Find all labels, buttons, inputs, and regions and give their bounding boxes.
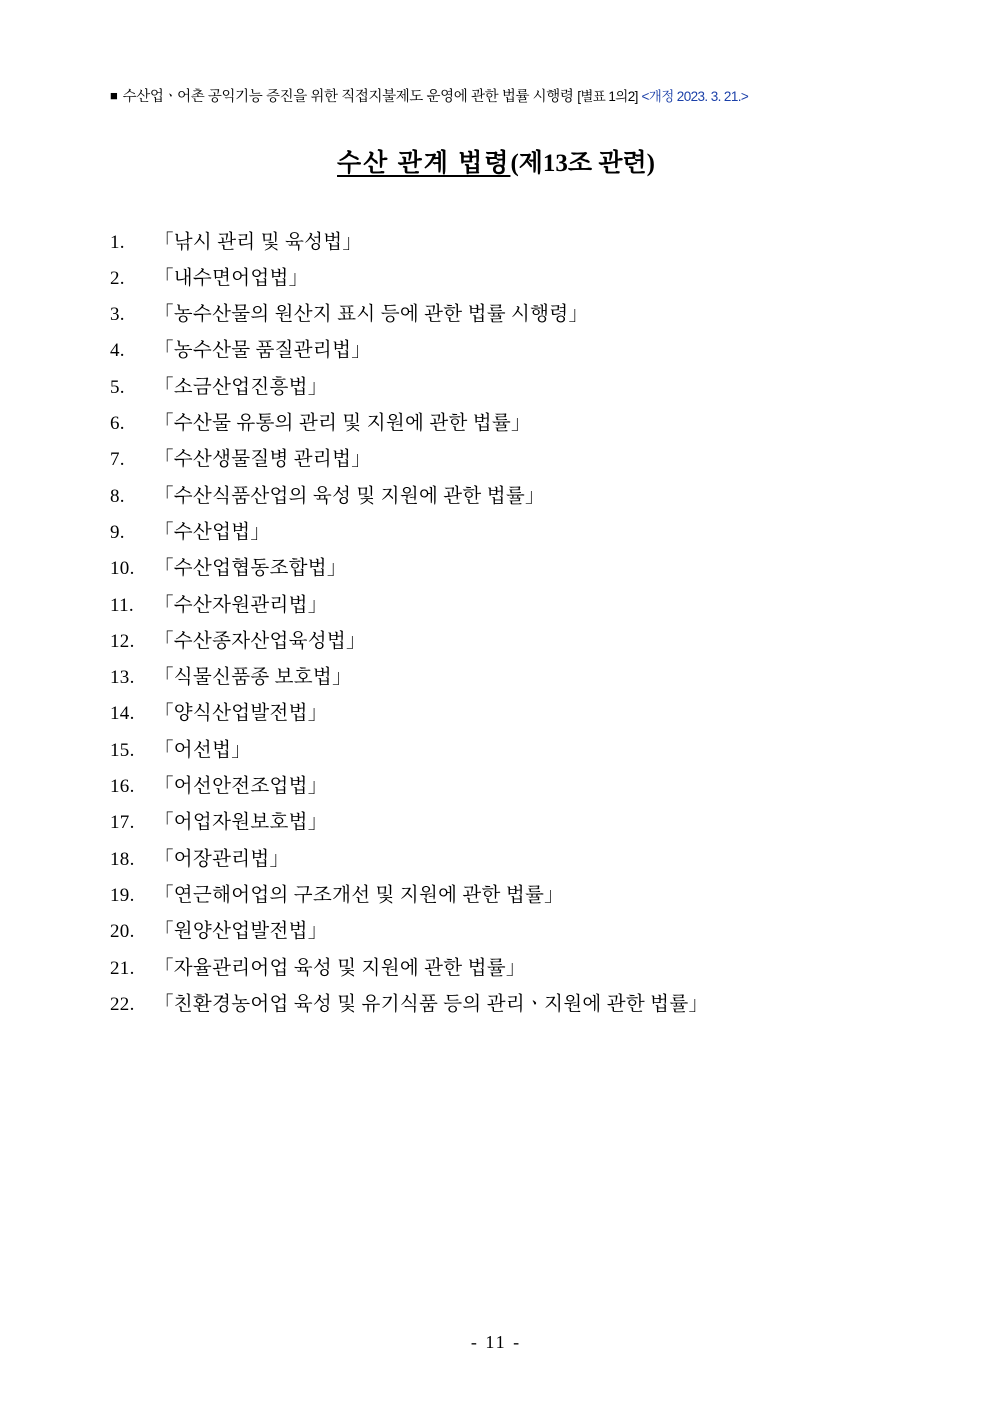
list-item-label: 「어장관리법」 (154, 848, 290, 870)
list-item-number: 4. (110, 340, 125, 362)
list-item-number: 22. (110, 993, 135, 1015)
list-item-label: 「원양산업발전법」 (154, 921, 328, 943)
list-item-label: 「소금산업진흥법」 (154, 376, 328, 398)
page-title-reference: (제13조 관련) (510, 149, 655, 177)
list-item-label: 「식물신품종 보호법」 (154, 667, 352, 689)
list-item-number: 11. (110, 594, 134, 616)
list-item (110, 805, 882, 841)
list-item-number: 7. (110, 449, 125, 471)
list-item (110, 442, 882, 478)
list-item-number: 20. (110, 921, 135, 943)
list-item-label: 「수산업협동조합법」 (154, 558, 347, 580)
list-item-number: 16. (110, 776, 135, 798)
list-item-label: 「친환경농어업 육성 및 유기식품 등의 관리ㆍ지원에 관한 법률」 (154, 993, 709, 1015)
list-item (110, 588, 882, 624)
list-item (110, 261, 882, 297)
list-item-number: 2. (110, 267, 125, 289)
list-item (110, 769, 882, 805)
list-item (110, 696, 882, 732)
list-item (110, 951, 882, 987)
list-item (110, 733, 882, 769)
list-item (110, 987, 882, 1023)
list-item-number: 8. (110, 485, 125, 507)
list-item-number: 5. (110, 376, 125, 398)
header-law-name: 수산업ㆍ어촌 공익기능 증진을 위한 직접지불제도 운영에 관한 법률 시행령 (122, 89, 574, 105)
list-item-number: 3. (110, 304, 125, 326)
list-item (110, 225, 882, 261)
law-list (110, 225, 882, 1024)
list-item-label: 「어선법」 (154, 739, 252, 761)
list-item (110, 624, 882, 660)
list-item-number: 15. (110, 739, 135, 761)
list-item-label: 「어선안전조업법」 (154, 776, 328, 798)
list-item-label: 「낚시 관리 및 육성법」 (154, 231, 363, 253)
list-item-number: 9. (110, 521, 125, 543)
list-item-number: 1. (110, 231, 125, 253)
list-item-label: 「수산생물질병 관리법」 (154, 449, 372, 471)
list-item (110, 515, 882, 551)
list-item (110, 406, 882, 442)
list-item (110, 551, 882, 587)
list-item-number: 19. (110, 884, 135, 906)
page-title-main: 수산 관계 법령 (337, 149, 511, 177)
list-item (110, 842, 882, 878)
list-item (110, 297, 882, 333)
list-item-label: 「수산자원관리법」 (154, 594, 328, 616)
page-title (110, 143, 882, 179)
list-item-label: 「농수산물 품질관리법」 (154, 340, 372, 362)
list-item-number: 13. (110, 667, 135, 689)
list-item (110, 479, 882, 515)
list-item-label: 「수산식품산업의 육성 및 지원에 관한 법률」 (154, 485, 545, 507)
list-item-number: 12. (110, 630, 135, 652)
list-item-number: 21. (110, 957, 135, 979)
page-number: - 11 - (470, 1332, 522, 1352)
list-item-number: 17. (110, 812, 135, 834)
bullet-square-icon: ■ (110, 88, 118, 103)
list-item-number: 10. (110, 558, 135, 580)
list-item-label: 「양식산업발전법」 (154, 703, 328, 725)
list-item (110, 333, 882, 369)
list-item-number: 14. (110, 703, 135, 725)
list-item-label: 「수산종자산업육성법」 (154, 630, 366, 652)
list-item-label: 「내수면어업법」 (154, 267, 309, 289)
document-header (110, 88, 882, 107)
list-item-label: 「연근해어업의 구조개선 및 지원에 관한 법률」 (154, 884, 564, 906)
list-item (110, 878, 882, 914)
list-item-label: 「자율관리어업 육성 및 지원에 관한 법률」 (154, 957, 526, 979)
list-item-label: 「어업자원보호법」 (154, 812, 328, 834)
list-item (110, 660, 882, 696)
list-item-label: 「농수산물의 원산지 표시 등에 관한 법률 시행령」 (154, 304, 589, 326)
header-attachment-label: [별표 1의2] (577, 89, 638, 104)
list-item-number: 18. (110, 848, 135, 870)
list-item-number: 6. (110, 413, 125, 435)
list-item (110, 914, 882, 950)
list-item-label: 「수산물 유통의 관리 및 지원에 관한 법률」 (154, 413, 531, 435)
list-item (110, 370, 882, 406)
list-item-label: 「수산업법」 (154, 521, 271, 543)
header-revision-note: <개정 2023. 3. 21.> (641, 89, 749, 104)
